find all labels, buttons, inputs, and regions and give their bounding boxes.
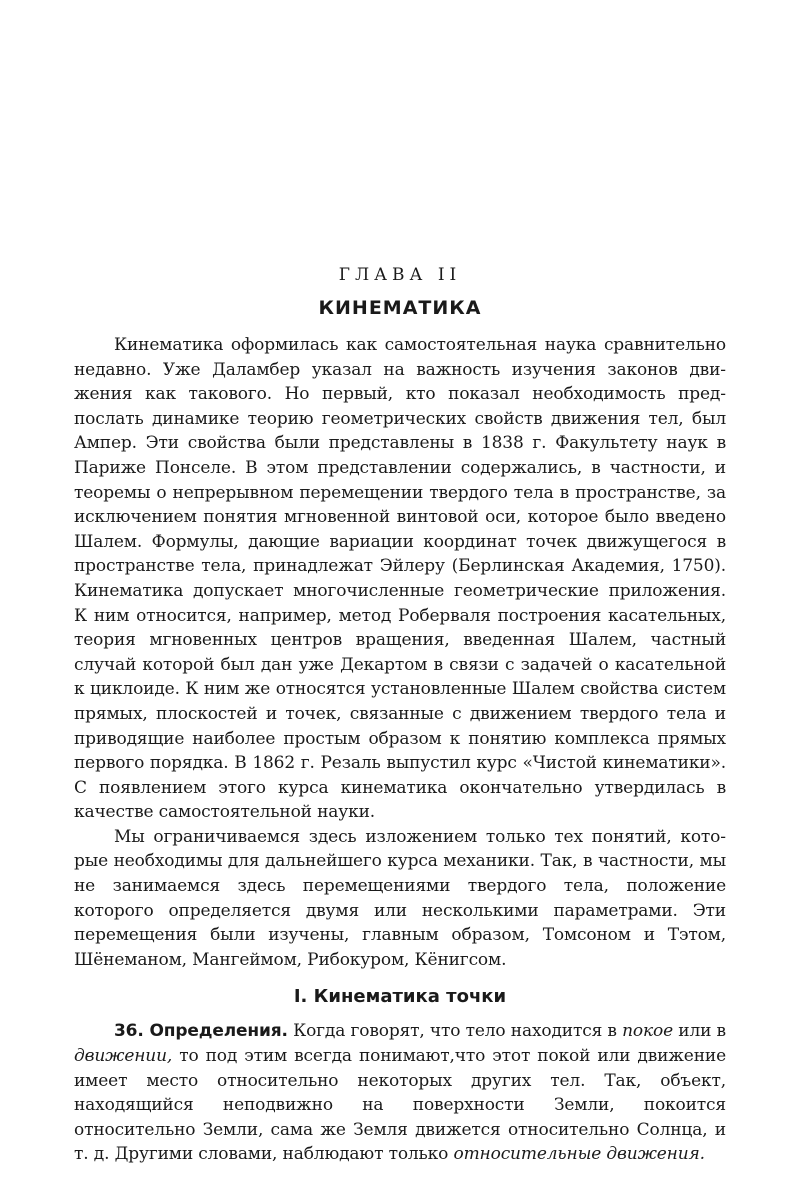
intro-paragraph-2: Мы ограничиваемся здесь изложением только тех понятий, которые необходимы для дальнейшего курса механики. Так, в частности, мы не занимаемся здесь перемещениями твердого тела, положение которого определяется двумя или несколькими параметрами. Эти перемещения были изучены, главным образом, Томсоном и Тэтом, Шёнеманом, Мангеймом, Рибокуром, Кёнигсом. xyxy=(74,826,726,970)
definition-text-1: Когда говорят, что тело находится в xyxy=(293,1021,617,1042)
section-title: I. Кинематика точки xyxy=(293,986,507,1008)
intro-paragraph-1: Кинематика оформилась как самостоятельная наука сравнительно недавно. Уже Даламбер указал на важность изучения законов движения как такового. Но первый, кто показал необходимость предпослать динамике теорию геометрических свойств движения тел, был Ампер. Эти свойства были представлены в 1838 г. Факультету наук в Париже Понселе. В этом представлении содержались, в частности, и теоремы о непрерывном перемещении твердого тела в пространстве, за исключением понятия мгновенной винтовой оси, которое было введено Шалем. Формулы, дающие вариации координат точек движущегося в пространстве тела, принадлежат Эйлеру (Берлинская Академия, 1750). Кинематика допускает многочисленные геометрические приложения. К ним относится, например, метод Роберваля построения касательных, теория мгновенных центров вращения, введенная Шалем, частный случай которой был дан уже Декартом в связи с задачей о касательной к циклоиде. К ним же относятся установленные Шалем свойства систем прямых, плоскостей и точек, связанные с движением твердого тела и приводящие наиболее простым образом к понятию комплекса прямых первого порядка. В 1862 г. Резаль выпустил курс «Чистой кинематики». С появлением этого курса кинематика окончательно утвердилась в качестве самостоятельной науки. xyxy=(74,335,726,823)
chapter-title: КИНЕМАТИКА xyxy=(318,297,482,319)
definition-emphasis-motion: движении, xyxy=(74,1046,173,1067)
definition-text-2: или в xyxy=(678,1021,726,1042)
definition-term: 36. Определения. xyxy=(114,1021,288,1042)
definition-paragraph xyxy=(74,1019,726,1167)
definition-text-3: то под этим всегда понимают,что этот покой или движение имеет место относительно некоторых других тел. Так, объект, находящийся неподвижно на поверхности Земли, покоится относительно Земли, сама же Земля движется относительно Солнца, и т. д. Другими словами, наблюдают только xyxy=(74,1046,726,1165)
document-page xyxy=(74,262,726,1167)
chapter-label: ГЛАВА II xyxy=(338,265,462,285)
definition-emphasis-relative: относительные движения. xyxy=(453,1144,705,1165)
definition-emphasis-rest: покое xyxy=(622,1021,673,1042)
